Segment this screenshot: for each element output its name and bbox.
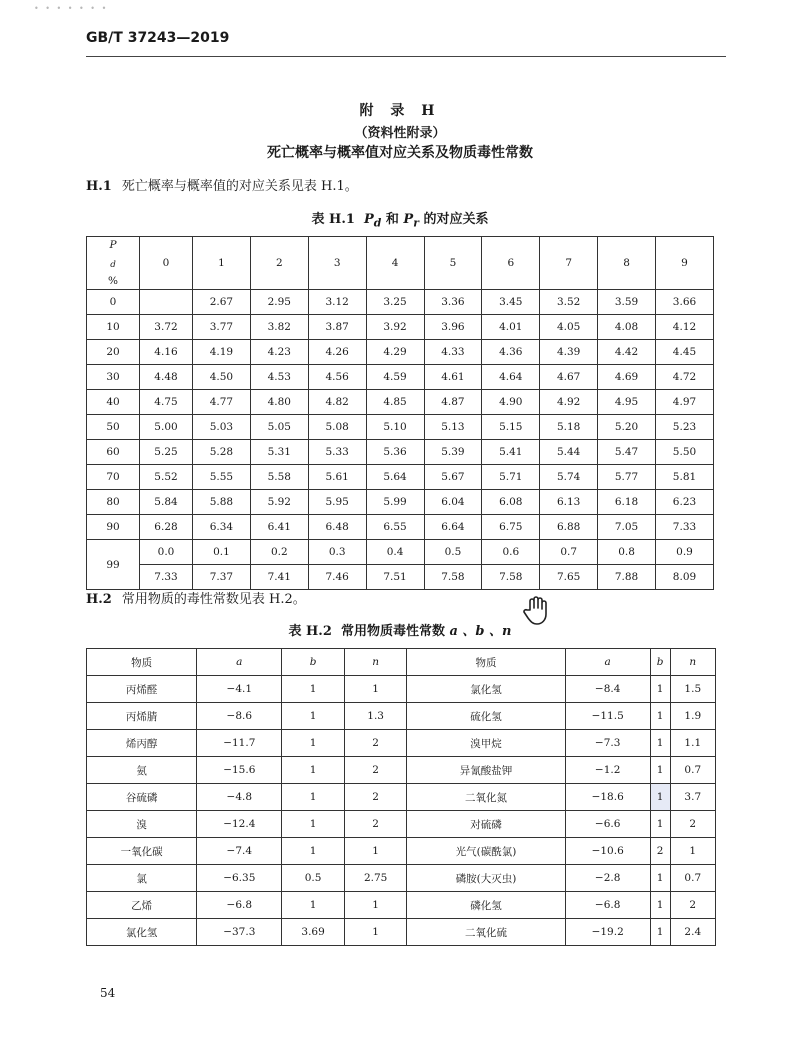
- table-cell: 5.08: [308, 415, 366, 440]
- table-row: [87, 892, 716, 919]
- substance-cell: 溴甲烷: [407, 730, 565, 757]
- appendix-title: 附 录 H: [359, 103, 441, 119]
- table-cell: 5.41: [482, 440, 540, 465]
- table-cell: 5.23: [656, 415, 714, 440]
- row-label: 40: [87, 390, 140, 415]
- table-cell: 4.48: [140, 365, 193, 390]
- table-row: [87, 676, 716, 703]
- table-cell: 5.64: [366, 465, 424, 490]
- table-h2-caption-vars: a 、b 、n: [449, 624, 512, 639]
- table-cell: 1.3: [344, 703, 407, 730]
- table-cell: 0.7: [670, 865, 715, 892]
- table-cell: 3.82: [250, 315, 308, 340]
- table-cell: 4.45: [656, 340, 714, 365]
- section-h2-paragraph: [86, 588, 306, 607]
- table-cell: 7.41: [250, 565, 308, 590]
- table-cell: 6.75: [482, 515, 540, 540]
- table-row: [87, 490, 714, 515]
- table-cell: 7.33: [656, 515, 714, 540]
- table-cell: −12.4: [197, 811, 282, 838]
- table-row: [87, 465, 714, 490]
- table-cell: 3.12: [308, 290, 366, 315]
- table-cell: −6.35: [197, 865, 282, 892]
- table-row: [87, 919, 716, 946]
- table-h1-caption-pd: $P_d$: [363, 212, 382, 230]
- column-header: 物质: [87, 649, 197, 676]
- table-row: [87, 515, 714, 540]
- table-cell: 5.15: [482, 415, 540, 440]
- table-cell: 1: [282, 730, 345, 757]
- table-cell: 4.42: [598, 340, 656, 365]
- table-cell: 7.65: [540, 565, 598, 590]
- table-h1-corner-cell: [87, 237, 140, 290]
- table-row: [87, 838, 716, 865]
- hand-pointer-icon: [520, 594, 554, 628]
- column-header: a: [565, 649, 650, 676]
- table-cell: 4.59: [366, 365, 424, 390]
- substance-cell: 乙烯: [87, 892, 197, 919]
- table-cell: 5.71: [482, 465, 540, 490]
- table-cell: 4.29: [366, 340, 424, 365]
- table-cell: 5.39: [424, 440, 482, 465]
- section-h1-text: 死亡概率与概率值的对应关系见表 H.1。: [121, 179, 358, 194]
- table-cell: 4.69: [598, 365, 656, 390]
- table-row: [87, 340, 714, 365]
- table-cell: 5.44: [540, 440, 598, 465]
- sub-column-header: 0.8: [598, 540, 656, 565]
- table-cell: 4.80: [250, 390, 308, 415]
- standard-code: GB/T 37243—2019: [86, 30, 230, 46]
- table-cell: 5.92: [250, 490, 308, 515]
- table-cell: 4.95: [598, 390, 656, 415]
- row-label: 99: [87, 540, 140, 590]
- table-cell: 7.46: [308, 565, 366, 590]
- table-cell: 5.13: [424, 415, 482, 440]
- table-cell: −11.5: [565, 703, 650, 730]
- table-cell: 1: [670, 838, 715, 865]
- table-row-99-subheader: [87, 540, 714, 565]
- sub-column-header: 0.0: [140, 540, 193, 565]
- table-cell: 4.16: [140, 340, 193, 365]
- table-row: [87, 440, 714, 465]
- corner-percent-label: %: [108, 275, 118, 288]
- header-rule: [86, 56, 726, 57]
- column-header: 物质: [407, 649, 565, 676]
- table-cell: 4.08: [598, 315, 656, 340]
- table-cell: 1: [344, 838, 407, 865]
- table-cell: −7.4: [197, 838, 282, 865]
- table-cell: 6.23: [656, 490, 714, 515]
- table-h2-caption: [0, 620, 800, 639]
- table-cell: 3.45: [482, 290, 540, 315]
- sub-column-header: 0.3: [308, 540, 366, 565]
- row-label: 30: [87, 365, 140, 390]
- substance-cell: 谷硫磷: [87, 784, 197, 811]
- substance-cell: 异氰酸盐钾: [407, 757, 565, 784]
- table-cell: 5.25: [140, 440, 193, 465]
- table-cell: 1: [282, 892, 345, 919]
- substance-cell: 磷化氢: [407, 892, 565, 919]
- table-cell: 6.28: [140, 515, 193, 540]
- column-header: 6: [482, 237, 540, 290]
- row-label: 20: [87, 340, 140, 365]
- table-cell: 7.33: [140, 565, 193, 590]
- substance-cell: 氯化氢: [87, 919, 197, 946]
- table-cell: 5.88: [193, 490, 251, 515]
- table-cell: 2.75: [344, 865, 407, 892]
- table-cell: 1: [650, 676, 670, 703]
- table-cell: 5.61: [308, 465, 366, 490]
- table-cell: 1: [650, 811, 670, 838]
- table-cell: 1: [282, 784, 345, 811]
- table-cell: 4.82: [308, 390, 366, 415]
- table-cell: 5.81: [656, 465, 714, 490]
- sub-column-header: 0.6: [482, 540, 540, 565]
- table-cell: 6.08: [482, 490, 540, 515]
- column-header: 2: [250, 237, 308, 290]
- table-cell: 5.50: [656, 440, 714, 465]
- table-cell: 2.95: [250, 290, 308, 315]
- table-cell: 1: [282, 703, 345, 730]
- table-h2-caption-text: 常用物质毒性常数: [340, 624, 445, 639]
- table-h2-caption-prefix: 表 H.2: [288, 624, 332, 639]
- table-row: [87, 784, 716, 811]
- table-cell: 4.12: [656, 315, 714, 340]
- sub-column-header: 0.2: [250, 540, 308, 565]
- substance-cell: 对硫磷: [407, 811, 565, 838]
- table-cell: 3.66: [656, 290, 714, 315]
- table-cell: 3.69: [282, 919, 345, 946]
- table-cell: 5.47: [598, 440, 656, 465]
- table-cell: 6.48: [308, 515, 366, 540]
- table-row: [87, 730, 716, 757]
- table-h2: [86, 648, 716, 946]
- table-cell: 4.33: [424, 340, 482, 365]
- table-row: [87, 757, 716, 784]
- table-cell: 1: [650, 757, 670, 784]
- table-cell: 4.53: [250, 365, 308, 390]
- section-h1-paragraph: [86, 175, 358, 194]
- table-h1-caption-mid: 和: [385, 212, 399, 227]
- table-cell: 4.77: [193, 390, 251, 415]
- sub-column-header: 0.9: [656, 540, 714, 565]
- table-cell: 1: [282, 676, 345, 703]
- table-cell: −6.6: [565, 811, 650, 838]
- row-label: 10: [87, 315, 140, 340]
- table-cell: −10.6: [565, 838, 650, 865]
- table-cell: 5.00: [140, 415, 193, 440]
- substance-cell: 氯化氢: [407, 676, 565, 703]
- table-cell: 5.03: [193, 415, 251, 440]
- table-cell: 5.18: [540, 415, 598, 440]
- table-cell: 3.96: [424, 315, 482, 340]
- table-cell: −6.8: [197, 892, 282, 919]
- row-label: 50: [87, 415, 140, 440]
- table-cell: 2.4: [670, 919, 715, 946]
- table-cell: 1: [344, 676, 407, 703]
- table-cell: 2: [344, 757, 407, 784]
- table-cell: 5.84: [140, 490, 193, 515]
- table-cell: 1: [650, 865, 670, 892]
- column-header: n: [344, 649, 407, 676]
- table-cell: 5.20: [598, 415, 656, 440]
- sub-column-header: 0.5: [424, 540, 482, 565]
- appendix-subtitle: （资料性附录）: [354, 126, 446, 141]
- table-cell: 1: [282, 838, 345, 865]
- table-cell: 2: [344, 730, 407, 757]
- table-row: [87, 865, 716, 892]
- table-cell: 5.99: [366, 490, 424, 515]
- table-h1-caption: [0, 208, 800, 230]
- corner-pd-label: P $_d$: [109, 239, 117, 271]
- table-cell: 7.05: [598, 515, 656, 540]
- table-h1-caption-prefix: 表 H.1: [311, 212, 355, 227]
- table-cell: 4.23: [250, 340, 308, 365]
- table-cell: 7.37: [193, 565, 251, 590]
- table-cell: 7.88: [598, 565, 656, 590]
- row-label: 80: [87, 490, 140, 515]
- table-cell: 4.75: [140, 390, 193, 415]
- table-cell: 1: [650, 919, 670, 946]
- table-cell: 4.97: [656, 390, 714, 415]
- table-cell: 2.67: [193, 290, 251, 315]
- column-header: 9: [656, 237, 714, 290]
- substance-cell: 烯丙醇: [87, 730, 197, 757]
- table-cell: 1: [650, 784, 670, 811]
- row-label: 0: [87, 290, 140, 315]
- table-cell: 4.36: [482, 340, 540, 365]
- table-cell: 5.67: [424, 465, 482, 490]
- table-cell: 5.36: [366, 440, 424, 465]
- table-cell: −6.8: [565, 892, 650, 919]
- table-row: [87, 811, 716, 838]
- table-cell: 4.64: [482, 365, 540, 390]
- table-cell: −7.3: [565, 730, 650, 757]
- table-row: [87, 415, 714, 440]
- table-cell: 5.52: [140, 465, 193, 490]
- table-cell: 1.1: [670, 730, 715, 757]
- substance-cell: 磷胺(大灭虫): [407, 865, 565, 892]
- table-cell: −19.2: [565, 919, 650, 946]
- row-label: 60: [87, 440, 140, 465]
- table-cell: 1.9: [670, 703, 715, 730]
- table-cell: 6.41: [250, 515, 308, 540]
- table-cell: 6.64: [424, 515, 482, 540]
- table-cell: 4.85: [366, 390, 424, 415]
- table-cell: 5.33: [308, 440, 366, 465]
- table-cell: 1: [344, 919, 407, 946]
- column-header: b: [650, 649, 670, 676]
- table-cell: [140, 290, 193, 315]
- table-row: [87, 703, 716, 730]
- table-cell: 4.05: [540, 315, 598, 340]
- table-cell: 7.58: [424, 565, 482, 590]
- table-cell: −37.3: [197, 919, 282, 946]
- row-label: 70: [87, 465, 140, 490]
- table-cell: 6.13: [540, 490, 598, 515]
- substance-cell: 二氧化氮: [407, 784, 565, 811]
- table-cell: 4.26: [308, 340, 366, 365]
- table-h1-header-row: [87, 237, 714, 290]
- table-cell: 1: [282, 757, 345, 784]
- column-header: 3: [308, 237, 366, 290]
- section-h2-text: 常用物质的毒性常数见表 H.2。: [121, 592, 306, 607]
- table-cell: 6.04: [424, 490, 482, 515]
- table-cell: 4.39: [540, 340, 598, 365]
- substance-cell: 硫化氢: [407, 703, 565, 730]
- table-cell: 3.92: [366, 315, 424, 340]
- table-cell: −4.8: [197, 784, 282, 811]
- table-cell: 5.28: [193, 440, 251, 465]
- table-cell: 3.72: [140, 315, 193, 340]
- table-cell: 2: [650, 838, 670, 865]
- table-cell: 2: [344, 784, 407, 811]
- table-row: [87, 390, 714, 415]
- column-header: n: [670, 649, 715, 676]
- table-cell: 5.74: [540, 465, 598, 490]
- table-row: [87, 315, 714, 340]
- column-header: 0: [140, 237, 193, 290]
- table-cell: 1.5: [670, 676, 715, 703]
- section-h2-number: H.2: [86, 592, 112, 607]
- table-cell: −1.2: [565, 757, 650, 784]
- table-cell: 2: [670, 811, 715, 838]
- table-cell: 3.52: [540, 290, 598, 315]
- table-cell: 4.56: [308, 365, 366, 390]
- substance-cell: 二氧化硫: [407, 919, 565, 946]
- table-cell: 3.7: [670, 784, 715, 811]
- table-cell: 4.92: [540, 390, 598, 415]
- table-cell: 4.87: [424, 390, 482, 415]
- table-cell: 1: [344, 892, 407, 919]
- column-header: 5: [424, 237, 482, 290]
- column-header: b: [282, 649, 345, 676]
- table-cell: 3.87: [308, 315, 366, 340]
- table-h1-caption-pr: $P_r$: [403, 212, 419, 230]
- table-h1-caption-suffix: 的对应关系: [423, 212, 489, 227]
- table-cell: 3.25: [366, 290, 424, 315]
- column-header: a: [197, 649, 282, 676]
- substance-cell: 氯: [87, 865, 197, 892]
- substance-cell: 丙烯醛: [87, 676, 197, 703]
- table-cell: 4.61: [424, 365, 482, 390]
- table-row: [87, 290, 714, 315]
- table-cell: 7.51: [366, 565, 424, 590]
- table-cell: 0.7: [670, 757, 715, 784]
- table-cell: 0.5: [282, 865, 345, 892]
- table-row-99-values: [87, 565, 714, 590]
- table-cell: 1: [282, 811, 345, 838]
- substance-cell: 光气(碳酰氯): [407, 838, 565, 865]
- column-header: 4: [366, 237, 424, 290]
- substance-cell: 丙烯腈: [87, 703, 197, 730]
- appendix-heading: 死亡概率与概率值对应关系及物质毒性常数: [267, 145, 533, 161]
- table-cell: −2.8: [565, 865, 650, 892]
- table-h1: [86, 236, 714, 590]
- sub-column-header: 0.1: [193, 540, 251, 565]
- table-cell: −18.6: [565, 784, 650, 811]
- table-cell: 4.67: [540, 365, 598, 390]
- table-h2-header-row: [87, 649, 716, 676]
- substance-cell: 氨: [87, 757, 197, 784]
- table-cell: 2: [670, 892, 715, 919]
- table-cell: 5.10: [366, 415, 424, 440]
- table-cell: 1: [650, 892, 670, 919]
- table-cell: 4.90: [482, 390, 540, 415]
- table-cell: −11.7: [197, 730, 282, 757]
- table-cell: 6.55: [366, 515, 424, 540]
- row-label: 90: [87, 515, 140, 540]
- table-cell: 2: [344, 811, 407, 838]
- table-cell: 1: [650, 730, 670, 757]
- table-cell: 4.50: [193, 365, 251, 390]
- table-cell: 5.55: [193, 465, 251, 490]
- table-cell: 7.58: [482, 565, 540, 590]
- table-cell: 6.34: [193, 515, 251, 540]
- sub-column-header: 0.7: [540, 540, 598, 565]
- table-cell: 4.72: [656, 365, 714, 390]
- page-number: 54: [100, 986, 116, 1000]
- table-cell: 6.88: [540, 515, 598, 540]
- table-cell: 6.18: [598, 490, 656, 515]
- column-header: 1: [193, 237, 251, 290]
- table-cell: −8.6: [197, 703, 282, 730]
- table-cell: 8.09: [656, 565, 714, 590]
- substance-cell: 溴: [87, 811, 197, 838]
- table-cell: 3.36: [424, 290, 482, 315]
- table-cell: 5.77: [598, 465, 656, 490]
- sub-column-header: 0.4: [366, 540, 424, 565]
- table-cell: 5.31: [250, 440, 308, 465]
- section-h1-number: H.1: [86, 179, 112, 194]
- table-cell: −8.4: [565, 676, 650, 703]
- table-cell: 1: [650, 703, 670, 730]
- decorative-dots: • • • • • • •: [34, 4, 109, 13]
- table-cell: 5.58: [250, 465, 308, 490]
- table-cell: 4.01: [482, 315, 540, 340]
- table-cell: −15.6: [197, 757, 282, 784]
- substance-cell: 一氧化碳: [87, 838, 197, 865]
- table-cell: 3.77: [193, 315, 251, 340]
- column-header: 8: [598, 237, 656, 290]
- table-cell: 4.19: [193, 340, 251, 365]
- table-cell: 3.59: [598, 290, 656, 315]
- table-cell: 5.05: [250, 415, 308, 440]
- column-header: 7: [540, 237, 598, 290]
- table-row: [87, 365, 714, 390]
- table-cell: 5.95: [308, 490, 366, 515]
- table-cell: −4.1: [197, 676, 282, 703]
